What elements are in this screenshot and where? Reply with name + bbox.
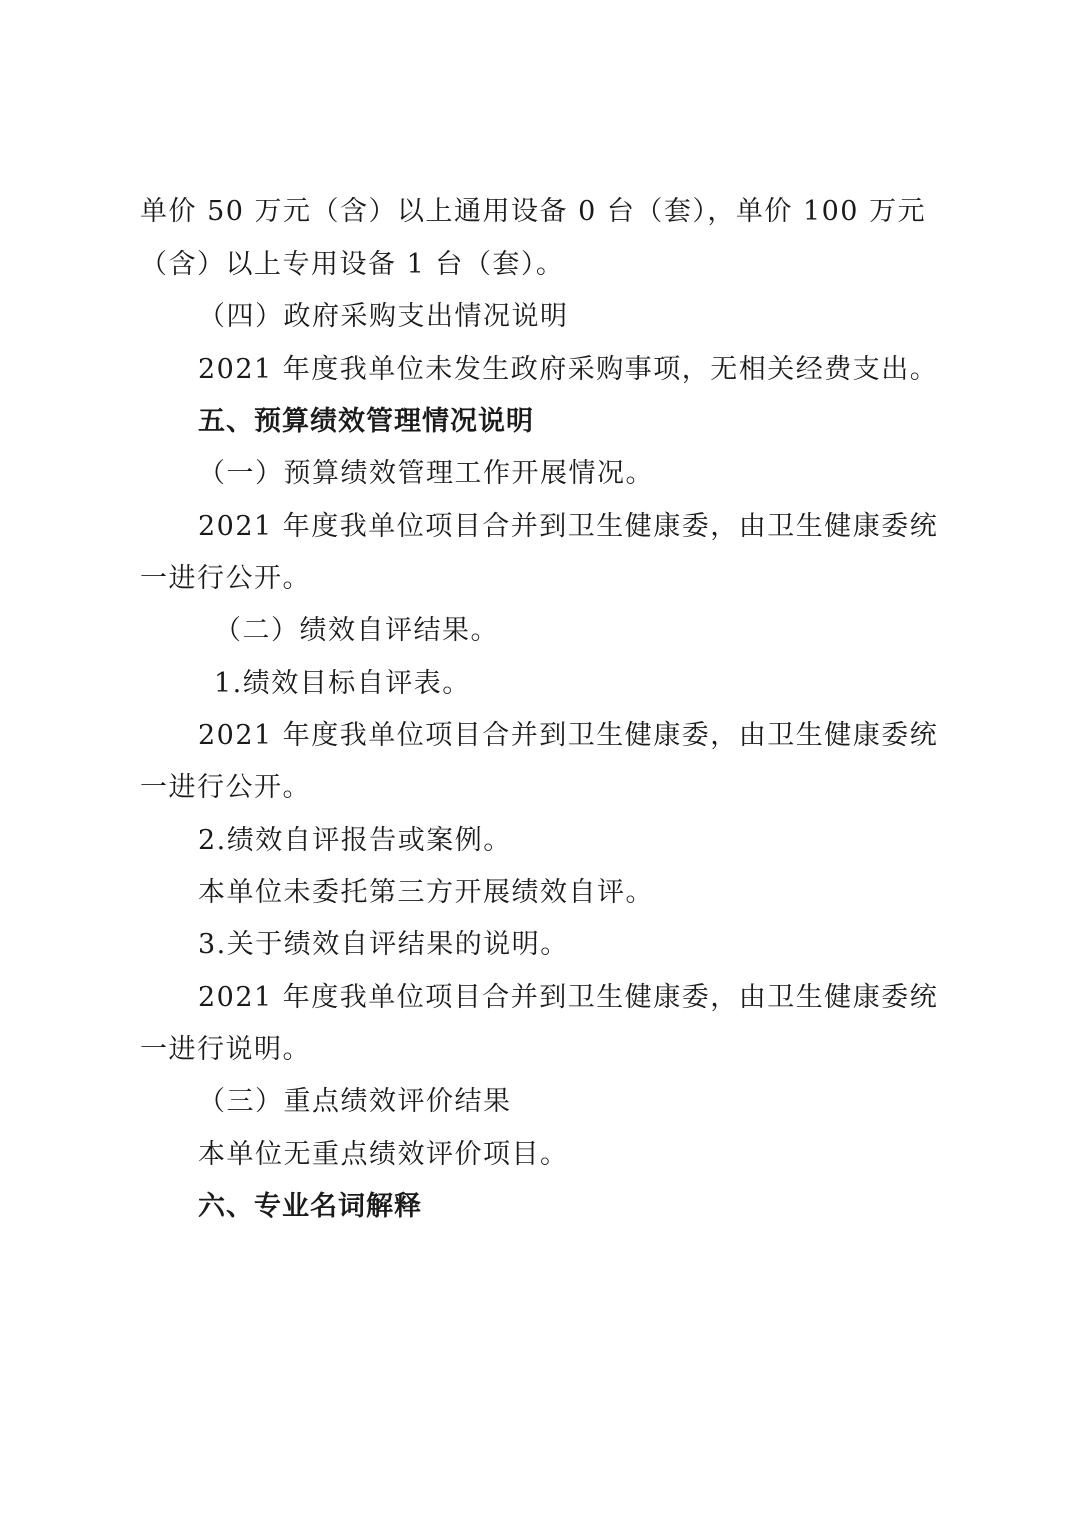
body-text-line: （含）以上专用设备 1 台（套）。 [140,249,565,280]
subsection-heading-key-eval: （三）重点绩效评价结果 [198,1086,512,1117]
body-text-line: 本单位无重点绩效评价项目。 [198,1139,569,1170]
subsection-heading-work: （一）预算绩效管理工作开展情况。 [198,458,654,489]
section-heading-glossary: 六、专业名词解释 [198,1191,422,1222]
section-heading-performance: 五、预算绩效管理情况说明 [198,406,534,437]
subsection-heading-self-eval: （二）绩效自评结果。 [214,615,499,646]
body-text-line: 单价 50 万元（含）以上通用设备 0 台（套），单价 100 万元 [140,196,927,227]
body-text-line: 2021 年度我单位项目合并到卫生健康委，由卫生健康委统 [198,511,939,542]
body-text-line: 本单位未委托第三方开展绩效自评。 [198,877,654,908]
body-text-line: 2021 年度我单位项目合并到卫生健康委，由卫生健康委统 [198,982,939,1013]
item-heading-1: 1.绩效目标自评表。 [214,668,471,699]
body-text-line: 2021 年度我单位未发生政府采购事项，无相关经费支出。 [198,354,939,385]
body-text-line: 一进行公开。 [140,772,311,803]
body-text-line: 一进行说明。 [140,1034,311,1065]
item-heading-3: 3.关于绩效自评结果的说明。 [198,929,569,960]
item-heading-2: 2.绩效自评报告或案例。 [198,825,512,856]
body-text-line: 一进行公开。 [140,563,311,594]
body-text-line: 2021 年度我单位项目合并到卫生健康委，由卫生健康委统 [198,720,939,751]
subsection-heading-procurement: （四）政府采购支出情况说明 [198,301,569,332]
